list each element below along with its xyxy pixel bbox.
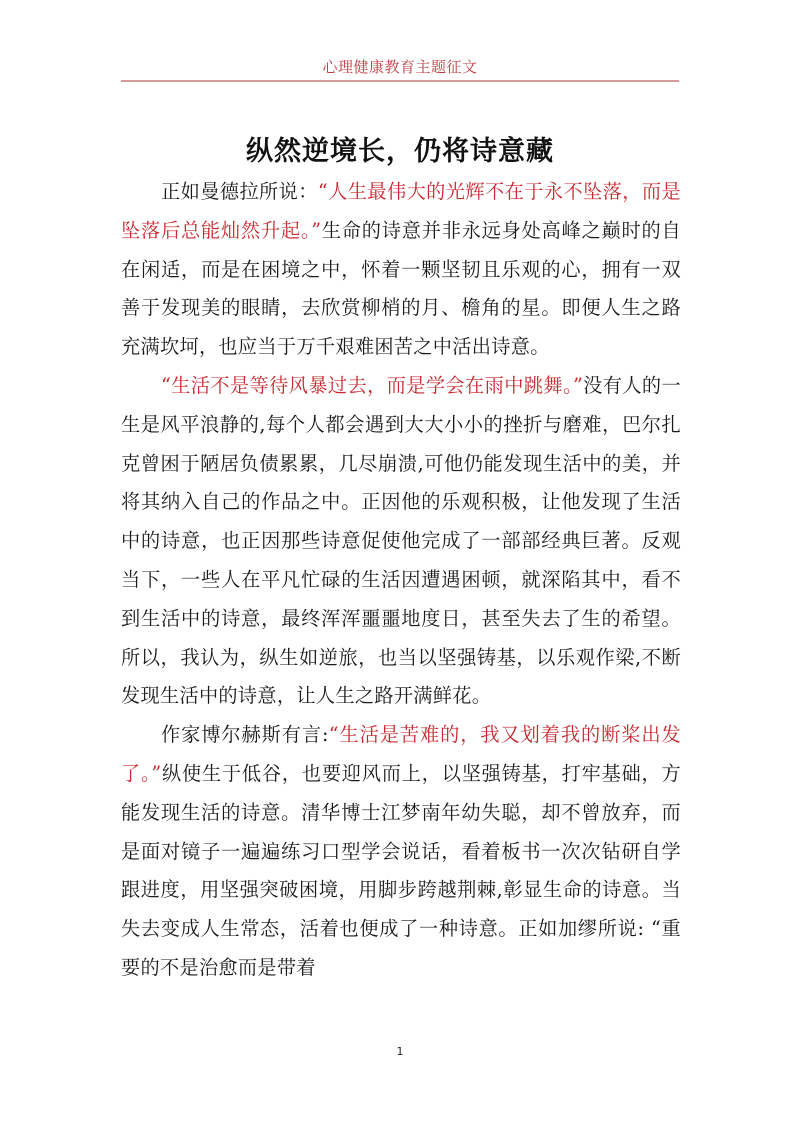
paragraph-2-quote: “生活不是等待风暴过去，而是学会在雨中跳舞。” [161, 373, 584, 397]
essay-body [121, 173, 681, 988]
paragraph-3-quote: “生活是苦难的，我又划着我的断桨出发了。” [121, 723, 681, 785]
paragraph-1-quote: “人生最伟大的光辉不在于永不坠落，而是坠落后总能灿然升起。” [121, 180, 681, 242]
document-header: 心理健康教育主题征文 [322, 58, 478, 76]
paragraph-1 [121, 173, 681, 367]
header-divider [121, 80, 679, 82]
paragraph-3 [121, 716, 681, 988]
essay-title: 纵然逆境长，仍将诗意藏 [246, 136, 554, 168]
paragraph-2-body: 没有人的一生是风平浪静的,每个人都会遇到大大小小的挫折与磨难，巴尔扎克曾困于陋居负债累累，几尽崩溃,可他仍能发现生活中的美，并将其纳入自己的作品之中。正因他的乐观积极，让他发现了生活中的诗意，也正因那些诗意促使他完成了一部部经典巨著。反观当下，一些人在平凡忙碌的生活因遭遇困顿，就深陷其中，看不到生活中的诗意，最终浑浑噩噩地度日，甚至失去了生的希望。所以，我认为，纵生如逆旅，也当以坚强铸基，以乐观作梁,不断发现生活中的诗意，让人生之路开满鲜花。 [121, 373, 682, 708]
paragraph-1-intro: 正如曼德拉所说： [161, 180, 318, 203]
paragraph-3-body: 纵使生于低谷，也要迎风而上，以坚强铸基，打牢基础，方能发现生活的诗意。清华博士江梦南年幼失聪，却不曾放弃，而是面对镜子一遍遍练习口型学会说话，看着板书一次次钻研自学跟进度，用坚强突破困境，用脚步跨越荆棘,彰显生命的诗意。当失去变成人生常态，活着也便成了一种诗意。正如加缪所说: “重要的不是治愈而是带着 [121, 761, 681, 979]
page-number: 1 [396, 1045, 404, 1058]
paragraph-1-body: 生命的诗意并非永远身处高峰之巅时的自在闲适，而是在困境之中，怀着一颗坚韧且乐观的心，拥有一双善于发现美的眼睛，去欣赏柳梢的月、檐角的星。即便人生之路充满坎坷，也应当于万千艰难困苦之中活出诗意。 [121, 218, 681, 359]
paragraph-2 [121, 367, 681, 716]
paragraph-3-intro: 作家博尔赫斯有言: [161, 723, 329, 747]
